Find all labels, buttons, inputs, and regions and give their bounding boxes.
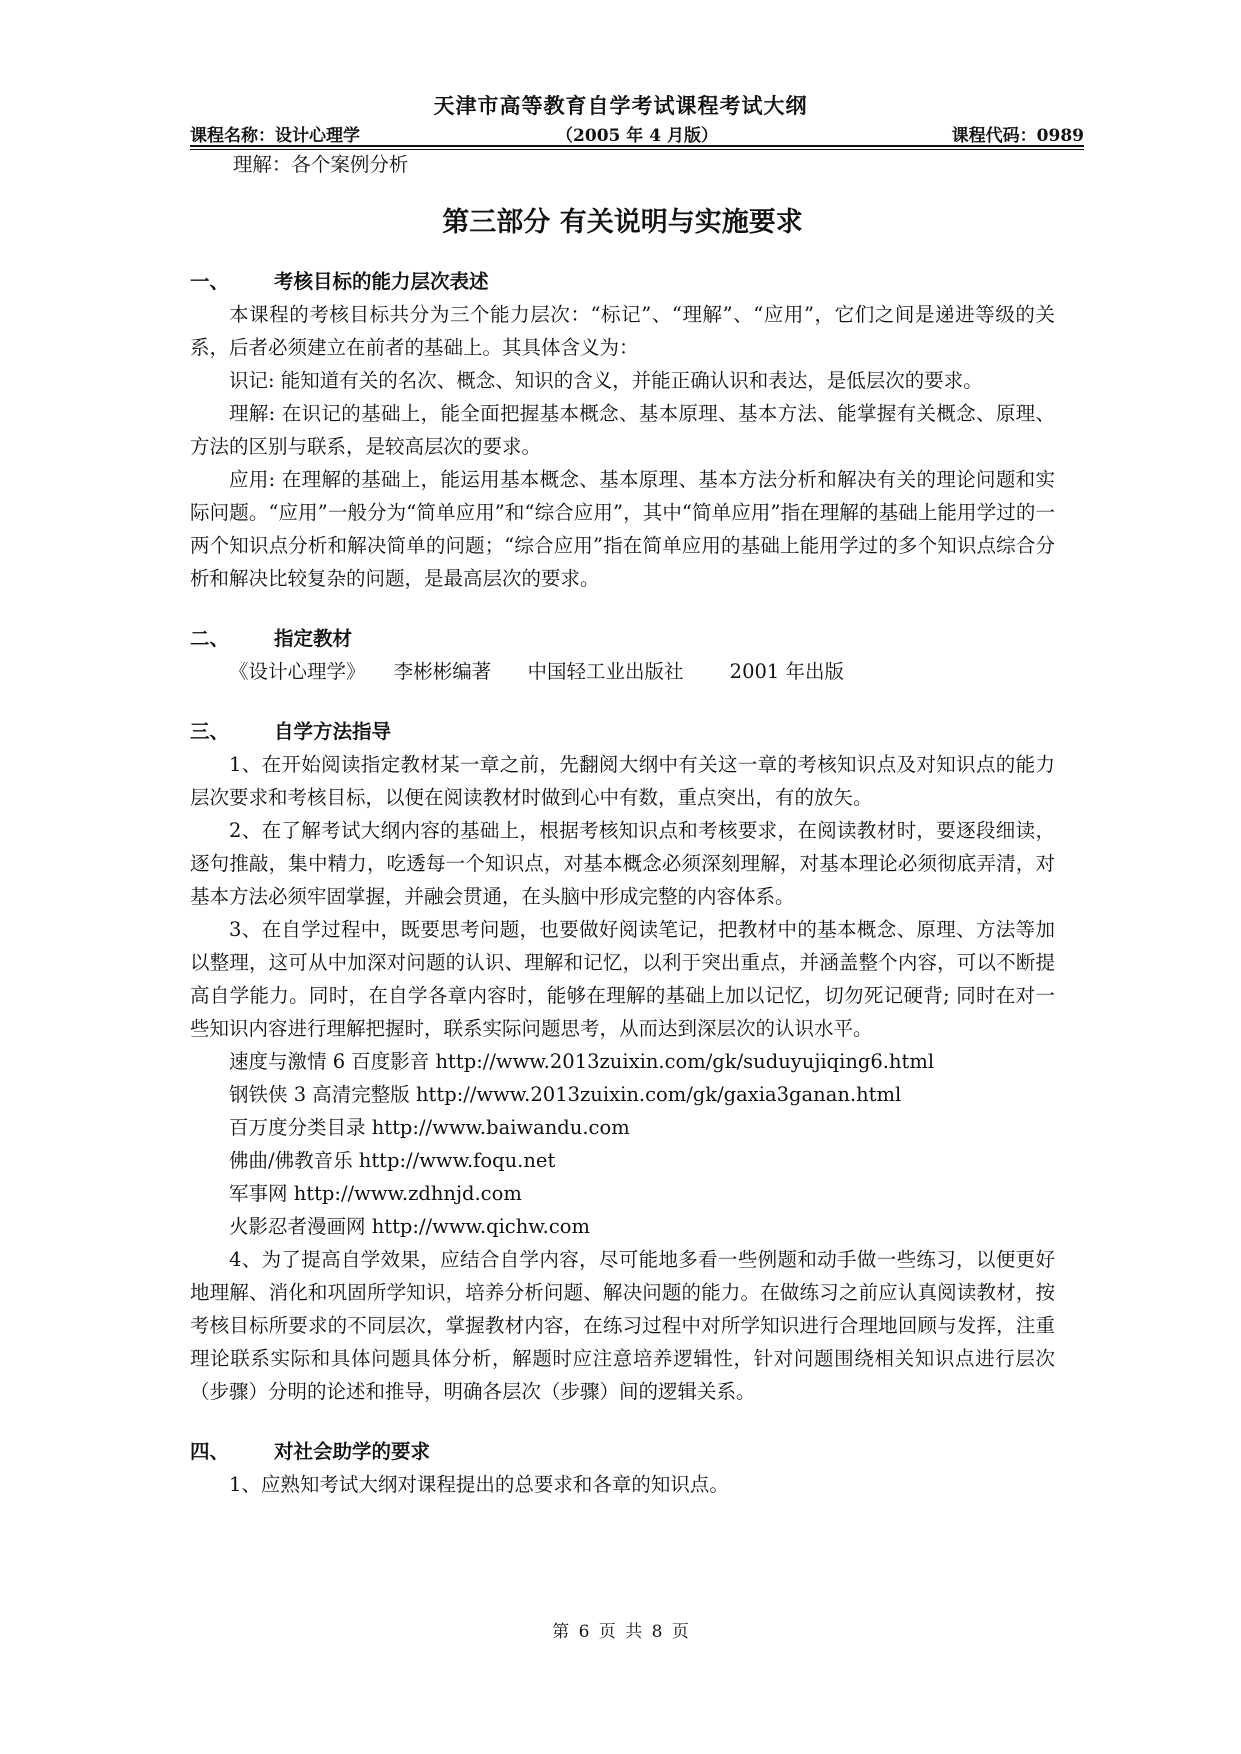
paragraph: 3、在自学过程中，既要思考问题，也要做好阅读笔记，把教材中的基本概念、原理、方法等加以整理，这可从中加深对问题的认识、理解和记忆，以利于突出重点，并涵盖整个内容，可以不断提高自学能力。同时，在自学各章内容时，能够在理解的基础上加以记忆，切勿死记硬背; 同时在对一些知识内容进行理解把握时，联系实际问题思考，从而达到深层次的认识水平。	[190, 918, 1055, 1040]
document-body	[190, 148, 1055, 1501]
course-name: 课程名称：设计心理学	[190, 126, 360, 146]
header-row	[190, 117, 1084, 145]
book-year: 2001 年出版	[729, 660, 844, 683]
book-name: 《设计心理学》	[229, 660, 366, 683]
section-heading	[190, 715, 1055, 748]
link-line[interactable]: 佛曲/佛教音乐 http://www.foqu.net	[229, 1149, 556, 1172]
paragraph: 1、应熟知考试大纲对课程提出的总要求和各章的知识点。	[229, 1473, 729, 1496]
paragraph: 理解: 在识记的基础上，能全面把握基本概念、基本原理、基本方法、能掌握有关概念、原理、方法的区别与联系，是较高层次的要求。	[190, 402, 1055, 458]
intro-line: 理解：各个案例分析	[232, 153, 409, 176]
section-heading	[190, 1435, 1055, 1468]
paragraph: 2、在了解考试大纲内容的基础上，根据考核知识点和考核要求，在阅读教材时，要逐段细读，逐句推敲，集中精力，吃透每一个知识点，对基本概念必须深刻理解，对基本理论必须彻底弄清，对基本方法必须牢固掌握，并融会贯通，在头脑中形成完整的内容体系。	[190, 819, 1055, 908]
section-number: 二、	[190, 627, 230, 650]
paragraph: 应用: 在理解的基础上，能运用基本概念、基本原理、基本方法分析和解决有关的理论问题和实际问题。“应用”一般分为“简单应用”和“综合应用”，其中“简单应用”指在理解的基础上能用学过的一两个知识点分析和解决简单的问题；“综合应用”指在简单应用的基础上能用学过的多个知识点综合分析和解决比较复杂的问题，是最高层次的要求。	[190, 468, 1055, 590]
header-title: 天津市高等教育自学考试课程考试大纲	[433, 93, 808, 118]
paragraph: 识记: 能知道有关的名次、概念、知识的含义，并能正确认识和表达，是低层次的要求。	[229, 369, 983, 392]
link-line[interactable]: 火影忍者漫画网 http://www.qichw.com	[229, 1215, 591, 1238]
page-number-footer: 第 6 页 共 8 页	[552, 1622, 689, 1642]
book-publisher: 中国轻工业出版社	[527, 660, 684, 683]
link-line[interactable]: 百万度分类目录 http://www.baiwandu.com	[229, 1116, 630, 1139]
section-title: 考核目标的能力层次表述	[274, 270, 489, 293]
section-number: 四、	[190, 1440, 230, 1463]
section-number: 一、	[190, 270, 230, 293]
part-title: 第三部分 有关说明与实施要求	[442, 207, 803, 238]
section-heading	[190, 622, 1055, 655]
edition: （2005 年 4 月版）	[556, 126, 718, 146]
course-code: 课程代码：0989	[951, 126, 1084, 146]
paragraph: 4、为了提高自学效果，应结合自学内容，尽可能地多看一些例题和动手做一些练习，以便更好地理解、消化和巩固所学知识，培养分析问题、解决问题的能力。在做练习之前应认真阅读教材，按考核目标所要求的不同层次，掌握教材内容，在练习过程中对所学知识进行合理地回顾与发挥，注重理论联系实际和具体问题具体分析，解题时应注意培养逻辑性，针对问题围绕相关知识点进行层次（步骤）分明的论述和推导，明确各层次（步骤）间的逻辑关系。	[190, 1248, 1055, 1403]
book-author: 李彬彬编著	[393, 660, 492, 683]
link-line[interactable]: 速度与激情 6 百度影音 http://www.2013zuixin.com/gk/suduyujiqing6.html	[229, 1050, 935, 1073]
header-rule	[190, 145, 1084, 147]
section-heading	[190, 265, 1055, 298]
section-title: 自学方法指导	[274, 720, 392, 743]
textbook-line	[190, 655, 1055, 688]
section-number: 三、	[190, 720, 230, 743]
section-title: 指定教材	[274, 627, 353, 650]
paragraph: 1、在开始阅读指定教材某一章之前，先翻阅大纲中有关这一章的考核知识点及对知识点的能力层次要求和考核目标，以便在阅读教材时做到心中有数，重点突出，有的放矢。	[190, 753, 1055, 809]
section-title: 对社会助学的要求	[274, 1440, 431, 1463]
link-line[interactable]: 钢铁侠 3 高清完整版 http://www.2013zuixin.com/gk/gaxia3ganan.html	[229, 1083, 902, 1106]
paragraph: 本课程的考核目标共分为三个能力层次：“标记”、“理解”、“应用”，它们之间是递进等级的关系，后者必须建立在前者的基础上。其具体含义为：	[190, 303, 1055, 359]
link-line[interactable]: 军事网 http://www.zdhnjd.com	[229, 1182, 522, 1205]
